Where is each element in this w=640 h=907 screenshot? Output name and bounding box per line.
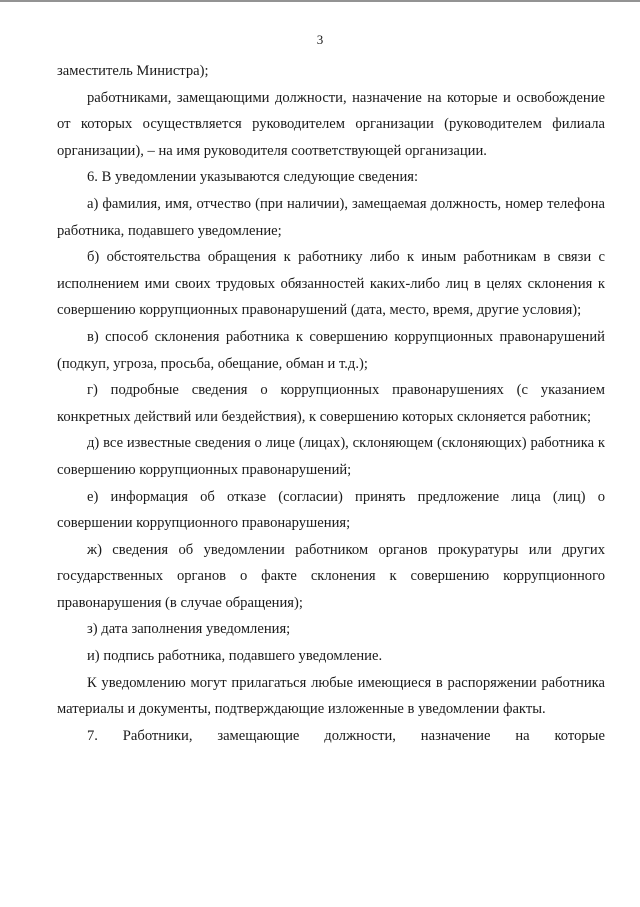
top-border [0, 0, 640, 2]
paragraph: з) дата заполнения уведомления; [87, 621, 291, 638]
page-number: 3 [316, 32, 324, 47]
paragraph: 6. В уведомлении указываются следующие сведения: [87, 169, 419, 186]
document-body [57, 58, 605, 749]
word: Работники, [122, 727, 193, 744]
word: 7. [87, 727, 98, 744]
paragraph: г) подробные сведения о коррупционных правонарушениях (с указанием конкретных действий или бездействия), к совершению которых склоняется работник; [57, 382, 605, 425]
word: должности, [324, 727, 396, 744]
paragraph: б) обстоятельства обращения к работнику либо к иным работникам в связи с исполнением ими своих трудовых обязанностей каких-либо лиц в целях склонения к совершению коррупционных правонарушений (дата, место, время, другие условия); [57, 249, 605, 319]
word: замещающие [217, 727, 300, 744]
paragraph: и) подпись работника, подавшего уведомление. [87, 648, 383, 665]
paragraph: К уведомлению могут прилагаться любые имеющиеся в распоряжении работника материалы и документы, подтверждающие изложенные в уведомлении факты. [57, 674, 605, 718]
word: на [515, 727, 530, 744]
paragraph-7-first-line [57, 723, 605, 750]
paragraph: ж) сведения об уведомлении работником органов прокуратуры или других государственных органов о факте склонения к совершению коррупционного правонарушения (в случае обращения); [57, 541, 605, 611]
paragraph: а) фамилия, имя, отчество (при наличии), замещаемая должность, номер телефона работника, подавшего уведомление; [57, 195, 605, 239]
paragraph: заместитель Министра); [57, 63, 209, 79]
word: назначение [420, 727, 491, 744]
word: которые [554, 727, 605, 744]
paragraph: д) все известные сведения о лице (лицах), склоняющем (склоняющих) работника к совершению коррупционных правонарушений; [57, 435, 605, 478]
paragraph: работниками, замещающими должности, назначение на которые и освобождение от которых осуществляется руководителем организации (руководителем филиала организации), – на имя руководителя соответствующей организации. [57, 89, 605, 159]
paragraph: е) информация об отказе (согласии) принять предложение лица (лиц) о совершении коррупционного правонарушения; [57, 488, 605, 532]
paragraph: в) способ склонения работника к совершению коррупционных правонарушений (подкуп, угроза, просьба, обещание, обман и т.д.); [57, 328, 605, 372]
